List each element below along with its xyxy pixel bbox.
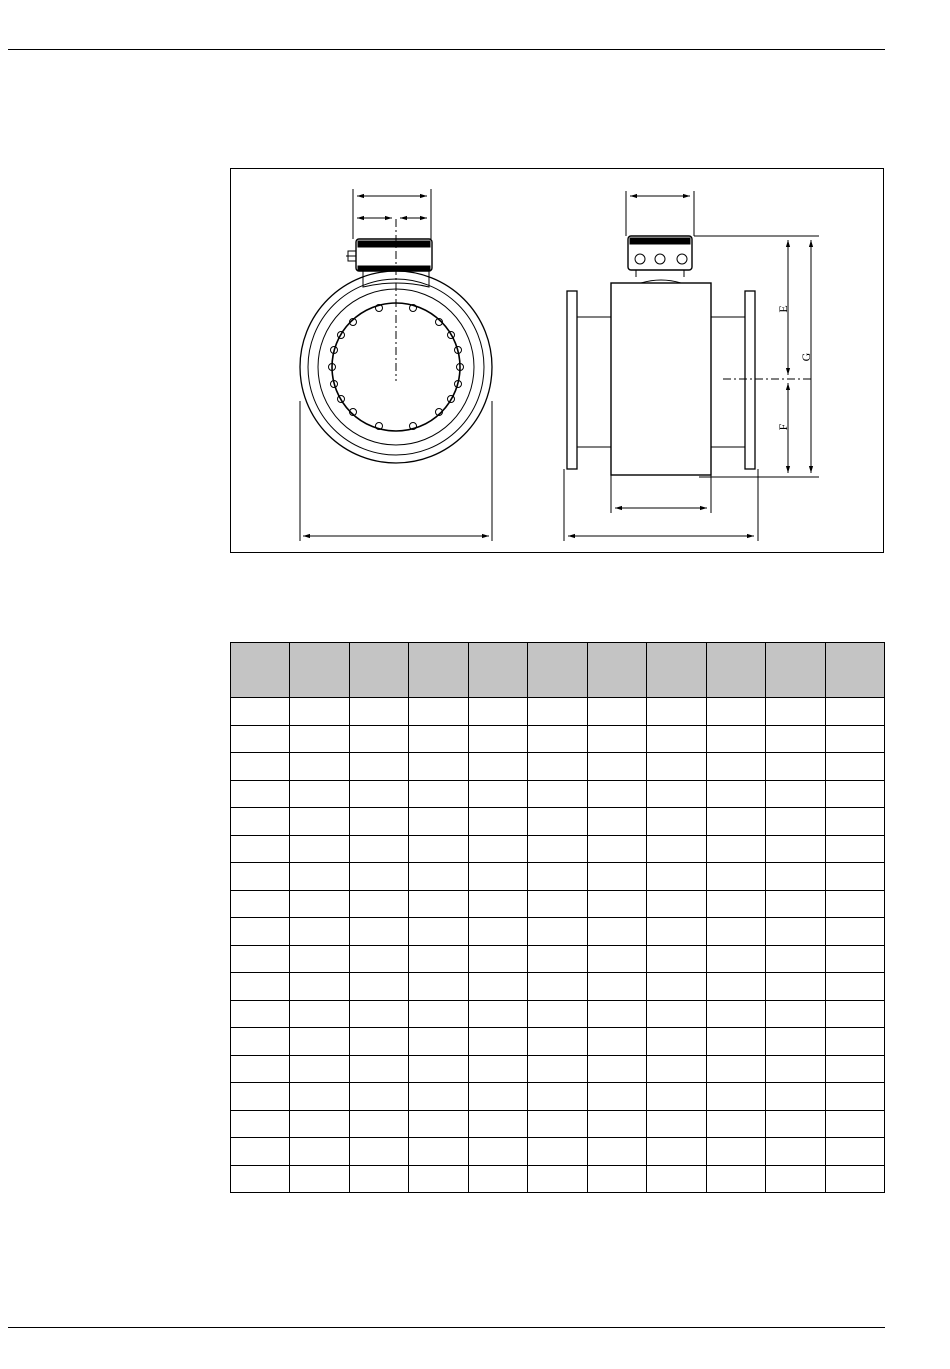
table-cell bbox=[290, 1110, 349, 1138]
table-cell bbox=[349, 1138, 408, 1166]
table-cell bbox=[349, 1110, 408, 1138]
table-cell bbox=[647, 918, 706, 946]
table-row bbox=[231, 1138, 885, 1166]
table-cell bbox=[587, 808, 646, 836]
table-cell bbox=[825, 835, 884, 863]
table-cell bbox=[766, 753, 825, 781]
table-cell bbox=[349, 808, 408, 836]
table-cell bbox=[231, 698, 290, 726]
table-cell bbox=[706, 973, 765, 1001]
table-cell bbox=[231, 1138, 290, 1166]
table-cell bbox=[706, 890, 765, 918]
table-cell bbox=[825, 725, 884, 753]
table-header-cell bbox=[468, 643, 527, 698]
table-row bbox=[231, 1083, 885, 1111]
table-cell bbox=[706, 1165, 765, 1193]
table-cell bbox=[528, 890, 587, 918]
table-cell bbox=[409, 808, 468, 836]
table-cell bbox=[587, 1000, 646, 1028]
table-cell bbox=[647, 725, 706, 753]
table-cell bbox=[706, 1110, 765, 1138]
table-cell bbox=[468, 1165, 527, 1193]
table-cell bbox=[231, 835, 290, 863]
table-cell bbox=[231, 973, 290, 1001]
table-row bbox=[231, 1028, 885, 1056]
table-cell bbox=[825, 753, 884, 781]
table-cell bbox=[706, 1055, 765, 1083]
dim-label-f: F bbox=[776, 423, 790, 431]
table-cell bbox=[528, 918, 587, 946]
table-header-cell bbox=[349, 643, 408, 698]
table-cell bbox=[349, 698, 408, 726]
table-cell bbox=[468, 808, 527, 836]
table-cell bbox=[409, 835, 468, 863]
table-header-cell bbox=[825, 643, 884, 698]
table-cell bbox=[766, 1083, 825, 1111]
table-cell bbox=[290, 698, 349, 726]
table-cell bbox=[766, 1165, 825, 1193]
table-cell bbox=[468, 1138, 527, 1166]
table-cell bbox=[290, 863, 349, 891]
table-cell bbox=[409, 1083, 468, 1111]
table-cell bbox=[528, 1028, 587, 1056]
table-cell bbox=[825, 1083, 884, 1111]
table-cell bbox=[647, 973, 706, 1001]
table-body bbox=[231, 698, 885, 1193]
table-cell bbox=[766, 780, 825, 808]
table-cell bbox=[587, 780, 646, 808]
table-header-row bbox=[231, 643, 885, 698]
table-cell bbox=[290, 1138, 349, 1166]
table-cell bbox=[349, 890, 408, 918]
header-rule bbox=[8, 49, 885, 50]
table-cell bbox=[528, 973, 587, 1001]
table-row bbox=[231, 973, 885, 1001]
table-row bbox=[231, 945, 885, 973]
table-cell bbox=[468, 1000, 527, 1028]
table-cell bbox=[706, 918, 765, 946]
table-cell bbox=[647, 890, 706, 918]
table-cell bbox=[647, 808, 706, 836]
table-header-cell bbox=[647, 643, 706, 698]
table-cell bbox=[825, 890, 884, 918]
table-cell bbox=[766, 835, 825, 863]
table-cell bbox=[290, 973, 349, 1001]
table-cell bbox=[290, 725, 349, 753]
table-cell bbox=[706, 1028, 765, 1056]
table-cell bbox=[468, 780, 527, 808]
table-cell bbox=[409, 1165, 468, 1193]
table-cell bbox=[647, 945, 706, 973]
table-cell bbox=[409, 1055, 468, 1083]
table-cell bbox=[409, 725, 468, 753]
table-cell bbox=[587, 863, 646, 891]
table-row bbox=[231, 1165, 885, 1193]
table-cell bbox=[409, 973, 468, 1001]
table-cell bbox=[349, 725, 408, 753]
table-cell bbox=[528, 945, 587, 973]
table-cell bbox=[766, 863, 825, 891]
table-cell bbox=[766, 1000, 825, 1028]
table-cell bbox=[647, 780, 706, 808]
table-cell bbox=[825, 945, 884, 973]
table-cell bbox=[825, 1138, 884, 1166]
table-cell bbox=[409, 945, 468, 973]
table-cell bbox=[528, 725, 587, 753]
table-cell bbox=[647, 1028, 706, 1056]
table-cell bbox=[468, 753, 527, 781]
table-cell bbox=[409, 890, 468, 918]
table-cell bbox=[825, 808, 884, 836]
table-header bbox=[231, 643, 885, 698]
table-row bbox=[231, 835, 885, 863]
table-cell bbox=[766, 890, 825, 918]
table-cell bbox=[528, 1000, 587, 1028]
table-cell bbox=[231, 1000, 290, 1028]
table-row bbox=[231, 1000, 885, 1028]
table-cell bbox=[825, 1110, 884, 1138]
table-cell bbox=[766, 1055, 825, 1083]
table-cell bbox=[766, 973, 825, 1001]
table-cell bbox=[528, 753, 587, 781]
table-cell bbox=[587, 753, 646, 781]
table-cell bbox=[349, 1083, 408, 1111]
table-cell bbox=[647, 863, 706, 891]
table-cell bbox=[528, 1055, 587, 1083]
table-row bbox=[231, 698, 885, 726]
table-cell bbox=[290, 1083, 349, 1111]
dim-label-g: G bbox=[799, 352, 813, 362]
table-cell bbox=[647, 753, 706, 781]
table-cell bbox=[706, 1000, 765, 1028]
table-cell bbox=[647, 1110, 706, 1138]
table-row bbox=[231, 890, 885, 918]
table-cell bbox=[647, 1055, 706, 1083]
dimension-drawing-frame bbox=[230, 168, 884, 553]
table-cell bbox=[290, 808, 349, 836]
table-cell bbox=[290, 753, 349, 781]
table-cell bbox=[825, 1055, 884, 1083]
table-cell bbox=[231, 945, 290, 973]
table-cell bbox=[290, 945, 349, 973]
table-cell bbox=[349, 780, 408, 808]
table-cell bbox=[290, 780, 349, 808]
table-cell bbox=[647, 1000, 706, 1028]
table-cell bbox=[587, 835, 646, 863]
table-cell bbox=[766, 1138, 825, 1166]
table-cell bbox=[409, 753, 468, 781]
table-cell bbox=[825, 1000, 884, 1028]
table-cell bbox=[231, 725, 290, 753]
table-cell bbox=[647, 1083, 706, 1111]
table-cell bbox=[349, 863, 408, 891]
table-cell bbox=[528, 780, 587, 808]
table-cell bbox=[349, 945, 408, 973]
table-header-cell bbox=[766, 643, 825, 698]
table-header-cell bbox=[587, 643, 646, 698]
table-cell bbox=[231, 918, 290, 946]
table-cell bbox=[468, 890, 527, 918]
table-cell bbox=[231, 890, 290, 918]
table-row bbox=[231, 780, 885, 808]
table-cell bbox=[587, 1055, 646, 1083]
table-row bbox=[231, 1055, 885, 1083]
table-cell bbox=[290, 1055, 349, 1083]
table-cell bbox=[825, 918, 884, 946]
table-cell bbox=[825, 1165, 884, 1193]
flowmeter-dimension-drawing bbox=[231, 169, 885, 554]
table-cell bbox=[528, 808, 587, 836]
table-cell bbox=[706, 753, 765, 781]
table-cell bbox=[349, 1000, 408, 1028]
table-cell bbox=[587, 918, 646, 946]
table-cell bbox=[231, 1165, 290, 1193]
table-cell bbox=[528, 1138, 587, 1166]
table-header-cell bbox=[409, 643, 468, 698]
table-cell bbox=[766, 698, 825, 726]
table-cell bbox=[528, 1083, 587, 1111]
table-header-cell bbox=[231, 643, 290, 698]
table-cell bbox=[587, 890, 646, 918]
dimensions-table bbox=[230, 642, 885, 1193]
table-cell bbox=[231, 808, 290, 836]
table-cell bbox=[468, 945, 527, 973]
table-cell bbox=[290, 835, 349, 863]
table-cell bbox=[766, 1028, 825, 1056]
table-cell bbox=[349, 973, 408, 1001]
table-row bbox=[231, 753, 885, 781]
table-cell bbox=[349, 1028, 408, 1056]
table-cell bbox=[528, 863, 587, 891]
table-cell bbox=[409, 698, 468, 726]
table-cell bbox=[825, 863, 884, 891]
table-cell bbox=[647, 835, 706, 863]
table-cell bbox=[468, 863, 527, 891]
table-cell bbox=[528, 1110, 587, 1138]
table-row bbox=[231, 808, 885, 836]
table-cell bbox=[409, 1028, 468, 1056]
table-cell bbox=[409, 1138, 468, 1166]
table-cell bbox=[706, 835, 765, 863]
table-cell bbox=[825, 780, 884, 808]
table-cell bbox=[647, 1138, 706, 1166]
table-cell bbox=[409, 1000, 468, 1028]
table-cell bbox=[349, 835, 408, 863]
table-cell bbox=[231, 1083, 290, 1111]
table-cell bbox=[587, 973, 646, 1001]
table-cell bbox=[766, 945, 825, 973]
table-cell bbox=[706, 780, 765, 808]
table-cell bbox=[231, 863, 290, 891]
table-cell bbox=[231, 780, 290, 808]
table-row bbox=[231, 725, 885, 753]
table-cell bbox=[468, 973, 527, 1001]
table-cell bbox=[706, 725, 765, 753]
table-row bbox=[231, 863, 885, 891]
table-cell bbox=[468, 918, 527, 946]
table-cell bbox=[231, 1028, 290, 1056]
table-cell bbox=[349, 753, 408, 781]
table-header-cell bbox=[528, 643, 587, 698]
table-cell bbox=[528, 698, 587, 726]
table-cell bbox=[587, 1083, 646, 1111]
table-cell bbox=[349, 1055, 408, 1083]
table-cell bbox=[706, 698, 765, 726]
table-cell bbox=[468, 1055, 527, 1083]
table-cell bbox=[706, 1083, 765, 1111]
table-header-cell bbox=[706, 643, 765, 698]
table-cell bbox=[409, 918, 468, 946]
table-cell bbox=[647, 698, 706, 726]
table-cell bbox=[766, 725, 825, 753]
table-cell bbox=[528, 835, 587, 863]
table-cell bbox=[468, 835, 527, 863]
table-cell bbox=[290, 1000, 349, 1028]
table-cell bbox=[825, 698, 884, 726]
table-cell bbox=[825, 1028, 884, 1056]
table-cell bbox=[825, 973, 884, 1001]
table-cell bbox=[231, 753, 290, 781]
table-cell bbox=[290, 1028, 349, 1056]
dim-label-e: E bbox=[776, 305, 790, 313]
table-cell bbox=[409, 780, 468, 808]
table-cell bbox=[766, 808, 825, 836]
table-row bbox=[231, 1110, 885, 1138]
table-cell bbox=[468, 698, 527, 726]
table-cell bbox=[409, 1110, 468, 1138]
table-cell bbox=[706, 1138, 765, 1166]
table-cell bbox=[528, 1165, 587, 1193]
table-cell bbox=[468, 1110, 527, 1138]
table-cell bbox=[647, 1165, 706, 1193]
table-cell bbox=[587, 1028, 646, 1056]
front-view bbox=[300, 189, 492, 541]
table-cell bbox=[409, 863, 468, 891]
table-cell bbox=[349, 918, 408, 946]
table-cell bbox=[468, 1083, 527, 1111]
table-header-cell bbox=[290, 643, 349, 698]
table-cell bbox=[231, 1110, 290, 1138]
table-cell bbox=[587, 945, 646, 973]
table-cell bbox=[468, 725, 527, 753]
table-cell bbox=[468, 1028, 527, 1056]
table-cell bbox=[349, 1165, 408, 1193]
table-cell bbox=[766, 918, 825, 946]
table-cell bbox=[290, 890, 349, 918]
table-cell bbox=[290, 918, 349, 946]
side-view bbox=[564, 191, 819, 541]
table-cell bbox=[231, 1055, 290, 1083]
footer-rule bbox=[8, 1327, 885, 1328]
table-cell bbox=[706, 863, 765, 891]
table-cell bbox=[587, 725, 646, 753]
table-row bbox=[231, 918, 885, 946]
table-cell bbox=[706, 945, 765, 973]
table-cell bbox=[766, 1110, 825, 1138]
table-cell bbox=[587, 698, 646, 726]
table-cell bbox=[290, 1165, 349, 1193]
table-cell bbox=[587, 1165, 646, 1193]
table-cell bbox=[587, 1138, 646, 1166]
table-cell bbox=[587, 1110, 646, 1138]
table-cell bbox=[706, 808, 765, 836]
